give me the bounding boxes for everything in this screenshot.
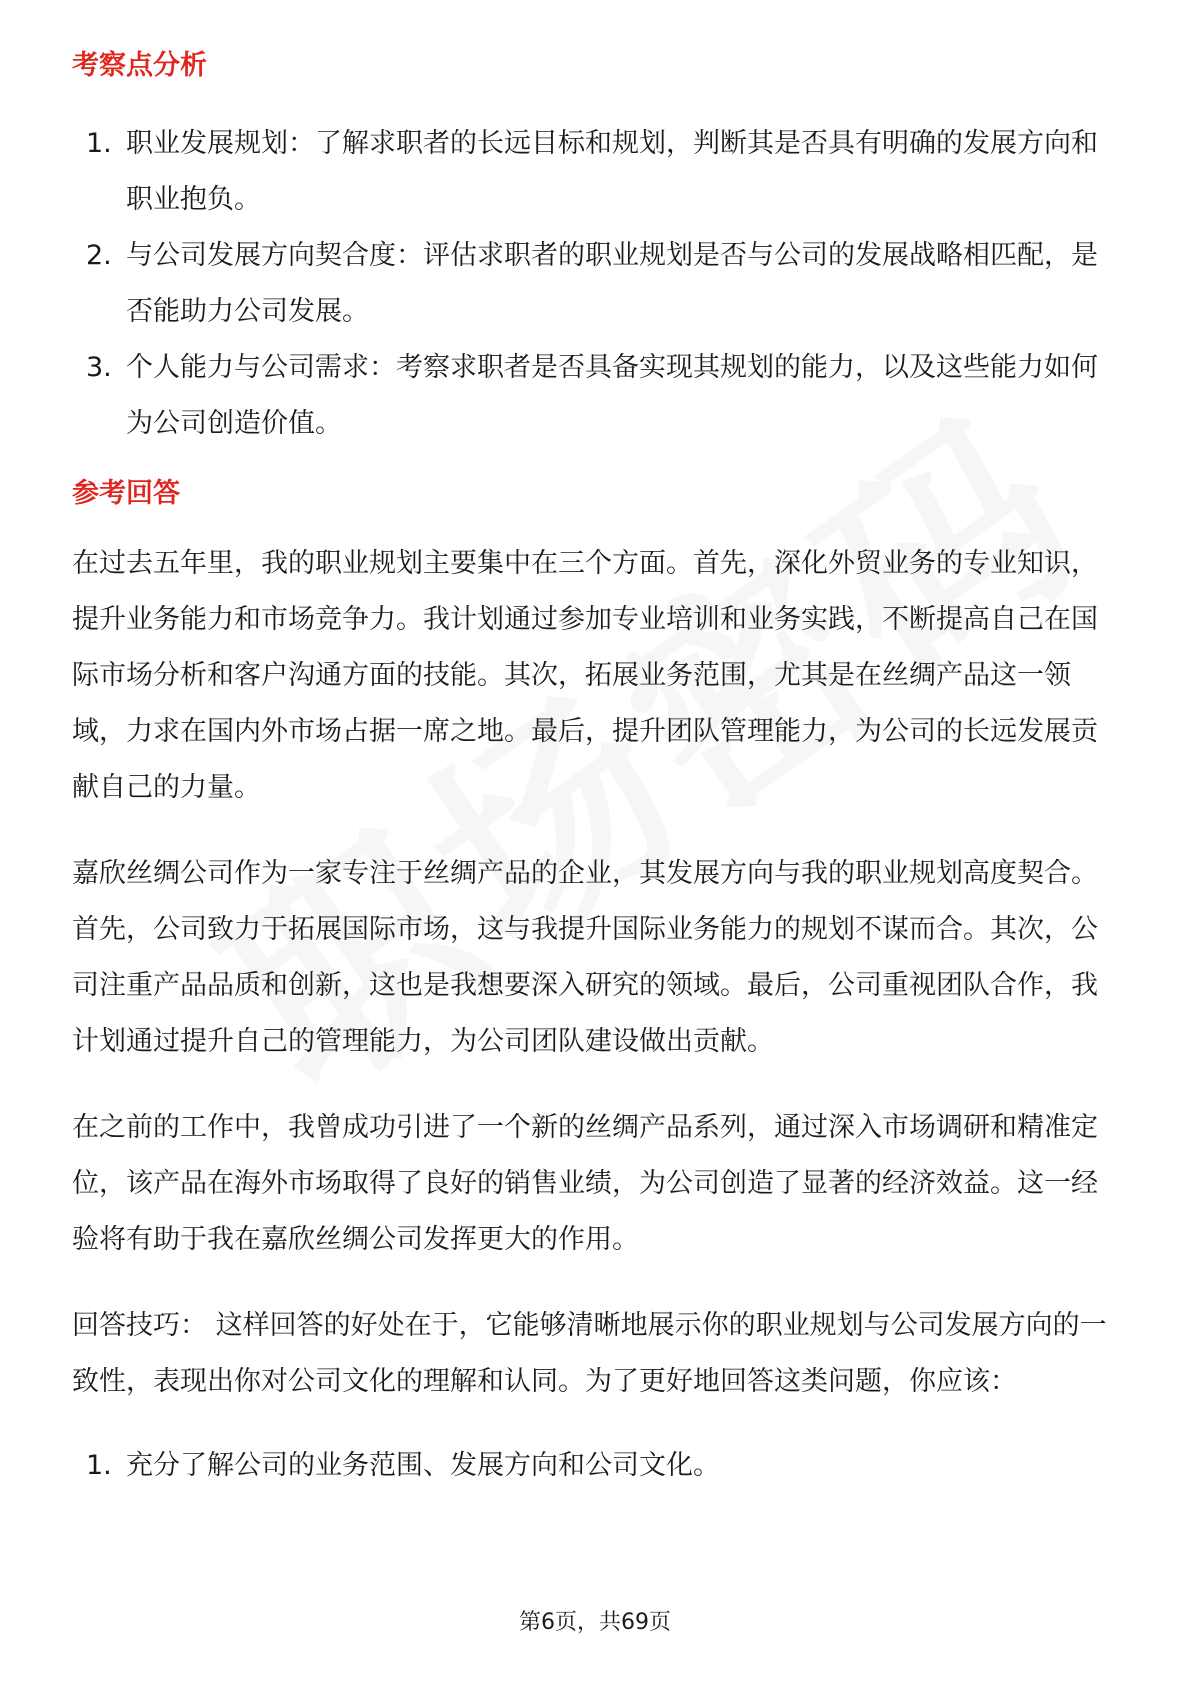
answer-paragraph: 嘉欣丝绸公司作为一家专注于丝绸产品的企业，其发展方向与我的职业规划高度契合。首先，公司致力于拓展国际市场，这与我提升国际业务能力的规划不谋而合。其次，公司注重产品品质和创新，这也是我想要深入研究的领域。最后，公司重视团队合作，我计划通过提升自己的管理能力，为公司团队建设做出贡献。	[72, 858, 1098, 1057]
section-title-analysis: 考察点分析	[72, 50, 207, 81]
list-item: 1. 职业发展规划：了解求职者的长远目标和规划，判断其是否具有明确的发展方向和职业抱负。	[86, 128, 1098, 215]
tips-list	[72, 1438, 1122, 1494]
list-item: 2. 与公司发展方向契合度：评估求职者的职业规划是否与公司的发展战略相匹配，是否能助力公司发展。	[86, 240, 1098, 327]
answer-paragraph: 在之前的工作中，我曾成功引进了一个新的丝绸产品系列，通过深入市场调研和精准定位，该产品在海外市场取得了良好的销售业绩，为公司创造了显著的经济效益。这一经验将有助于我在嘉欣丝绸公司发挥更大的作用。	[72, 1112, 1098, 1255]
list-item: 3. 个人能力与公司需求：考察求职者是否具备实现其规划的能力，以及这些能力如何为公司创造价值。	[86, 352, 1098, 439]
answer-tips-paragraph: 回答技巧： 这样回答的好处在于，它能够清晰地展示你的职业规划与公司发展方向的一致性，表现出你对公司文化的理解和认同。为了更好地回答这类问题，你应该：	[72, 1310, 1107, 1397]
section-title-answer: 参考回答	[72, 478, 180, 509]
answer-paragraph: 在过去五年里，我的职业规划主要集中在三个方面。首先，深化外贸业务的专业知识，提升业务能力和市场竞争力。我计划通过参加专业培训和业务实践，不断提高自己在国际市场分析和客户沟通方面的技能。其次，拓展业务范围，尤其是在丝绸产品这一领域，力求在国内外市场占据一席之地。最后，提升团队管理能力，为公司的长远发展贡献自己的力量。	[72, 548, 1098, 803]
page-number-footer: 第6页，共69页	[519, 1610, 671, 1635]
page-content	[72, 46, 1122, 1494]
list-item: 1. 充分了解公司的业务范围、发展方向和公司文化。	[86, 1450, 720, 1481]
analysis-list	[72, 116, 1122, 452]
